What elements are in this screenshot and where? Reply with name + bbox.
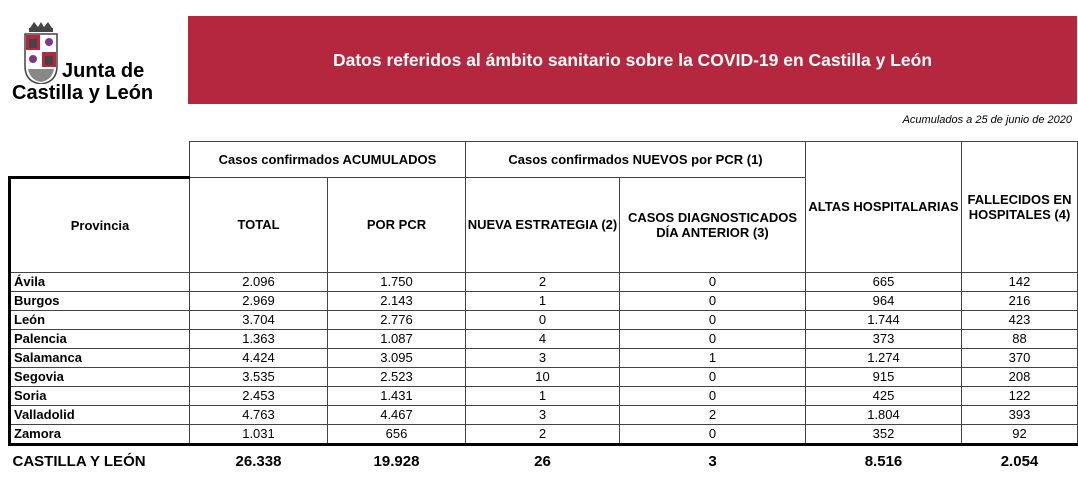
row-por-pcr: 1.087 [328,329,466,348]
total-provincia: CASTILLA Y LEÓN [10,444,190,478]
col-header-casos-diagnosticados: CASOS DIAGNOSTICADOS DÍA ANTERIOR (3) [620,177,806,272]
row-provincia: Palencia [10,329,190,348]
total-casos-diagnosticados: 3 [620,444,806,478]
col-header-total: TOTAL [190,177,328,272]
row-total: 1.363 [190,329,328,348]
row-por-pcr: 4.467 [328,405,466,424]
row-altas: 915 [806,367,962,386]
covid-data-table [8,141,1078,478]
row-altas: 1.804 [806,405,962,424]
row-casos-diagnosticados: 0 [620,310,806,329]
row-total: 3.704 [190,310,328,329]
row-total: 2.453 [190,386,328,405]
row-altas: 1.744 [806,310,962,329]
col-header-altas: ALTAS HOSPITALARIAS [806,142,962,273]
group-header-nuevos: Casos confirmados NUEVOS por PCR (1) [466,142,806,178]
table-row [10,291,1078,310]
row-casos-diagnosticados: 0 [620,291,806,310]
row-fallecidos: 423 [962,310,1078,329]
row-provincia: Ávila [10,272,190,291]
table-row [10,405,1078,424]
row-provincia: Valladolid [10,405,190,424]
col-header-por-pcr: POR PCR [328,177,466,272]
row-por-pcr: 2.143 [328,291,466,310]
table-row [10,386,1078,405]
row-nueva-estrategia: 3 [466,348,620,367]
row-fallecidos: 88 [962,329,1078,348]
row-total: 3.535 [190,367,328,386]
row-provincia: Salamanca [10,348,190,367]
row-nueva-estrategia: 4 [466,329,620,348]
total-total: 26.338 [190,444,328,478]
page-title: Datos referidos al ámbito sanitario sobre la COVID-19 en Castilla y León [332,49,933,70]
row-provincia: Soria [10,386,190,405]
row-por-pcr: 3.095 [328,348,466,367]
row-casos-diagnosticados: 1 [620,348,806,367]
logo [8,18,178,108]
row-fallecidos: 142 [962,272,1078,291]
date-note: Acumulados a 25 de junio de 2020 [902,114,1072,126]
row-fallecidos: 370 [962,348,1078,367]
total-por-pcr: 19.928 [328,444,466,478]
logo-text-line2: Castilla y León [12,82,154,104]
row-altas: 352 [806,424,962,444]
row-fallecidos: 208 [962,367,1078,386]
col-header-fallecidos: FALLECIDOS EN HOSPITALES (4) [962,142,1078,273]
row-fallecidos: 92 [962,424,1078,444]
row-por-pcr: 2.776 [328,310,466,329]
table-row [10,310,1078,329]
table-body [10,272,1078,444]
row-casos-diagnosticados: 0 [620,424,806,444]
row-nueva-estrategia: 2 [466,424,620,444]
row-nueva-estrategia: 1 [466,386,620,405]
row-nueva-estrategia: 0 [466,310,620,329]
row-total: 2.969 [190,291,328,310]
col-header-nueva-estrategia: NUEVA ESTRATEGIA (2) [466,177,620,272]
table-row [10,348,1078,367]
row-provincia: Zamora [10,424,190,444]
row-casos-diagnosticados: 0 [620,386,806,405]
total-row [10,444,1078,478]
total-altas: 8.516 [806,444,962,478]
row-total: 4.763 [190,405,328,424]
row-fallecidos: 216 [962,291,1078,310]
col-header-provincia: Provincia [10,177,190,272]
row-casos-diagnosticados: 0 [620,367,806,386]
coat-of-arms-icon [22,22,60,84]
row-altas: 665 [806,272,962,291]
table-row [10,329,1078,348]
row-casos-diagnosticados: 0 [620,272,806,291]
row-fallecidos: 393 [962,405,1078,424]
row-por-pcr: 1.431 [328,386,466,405]
header-banner [188,16,1077,104]
row-casos-diagnosticados: 0 [620,329,806,348]
row-total: 2.096 [190,272,328,291]
table-row [10,367,1078,386]
row-por-pcr: 2.523 [328,367,466,386]
row-provincia: Segovia [10,367,190,386]
row-altas: 373 [806,329,962,348]
table-row [10,272,1078,291]
row-nueva-estrategia: 1 [466,291,620,310]
row-por-pcr: 656 [328,424,466,444]
total-nueva-estrategia: 26 [466,444,620,478]
row-altas: 425 [806,386,962,405]
header-spacer [10,142,190,178]
row-casos-diagnosticados: 2 [620,405,806,424]
row-provincia: León [10,310,190,329]
total-fallecidos: 2.054 [962,444,1078,478]
logo-text-line1: Junta de [62,60,145,82]
row-altas: 1.274 [806,348,962,367]
row-nueva-estrategia: 3 [466,405,620,424]
row-total: 1.031 [190,424,328,444]
table-row [10,424,1078,444]
row-fallecidos: 122 [962,386,1078,405]
row-total: 4.424 [190,348,328,367]
row-nueva-estrategia: 2 [466,272,620,291]
row-nueva-estrategia: 10 [466,367,620,386]
row-altas: 964 [806,291,962,310]
group-header-acumulados: Casos confirmados ACUMULADOS [190,142,466,178]
row-por-pcr: 1.750 [328,272,466,291]
row-provincia: Burgos [10,291,190,310]
